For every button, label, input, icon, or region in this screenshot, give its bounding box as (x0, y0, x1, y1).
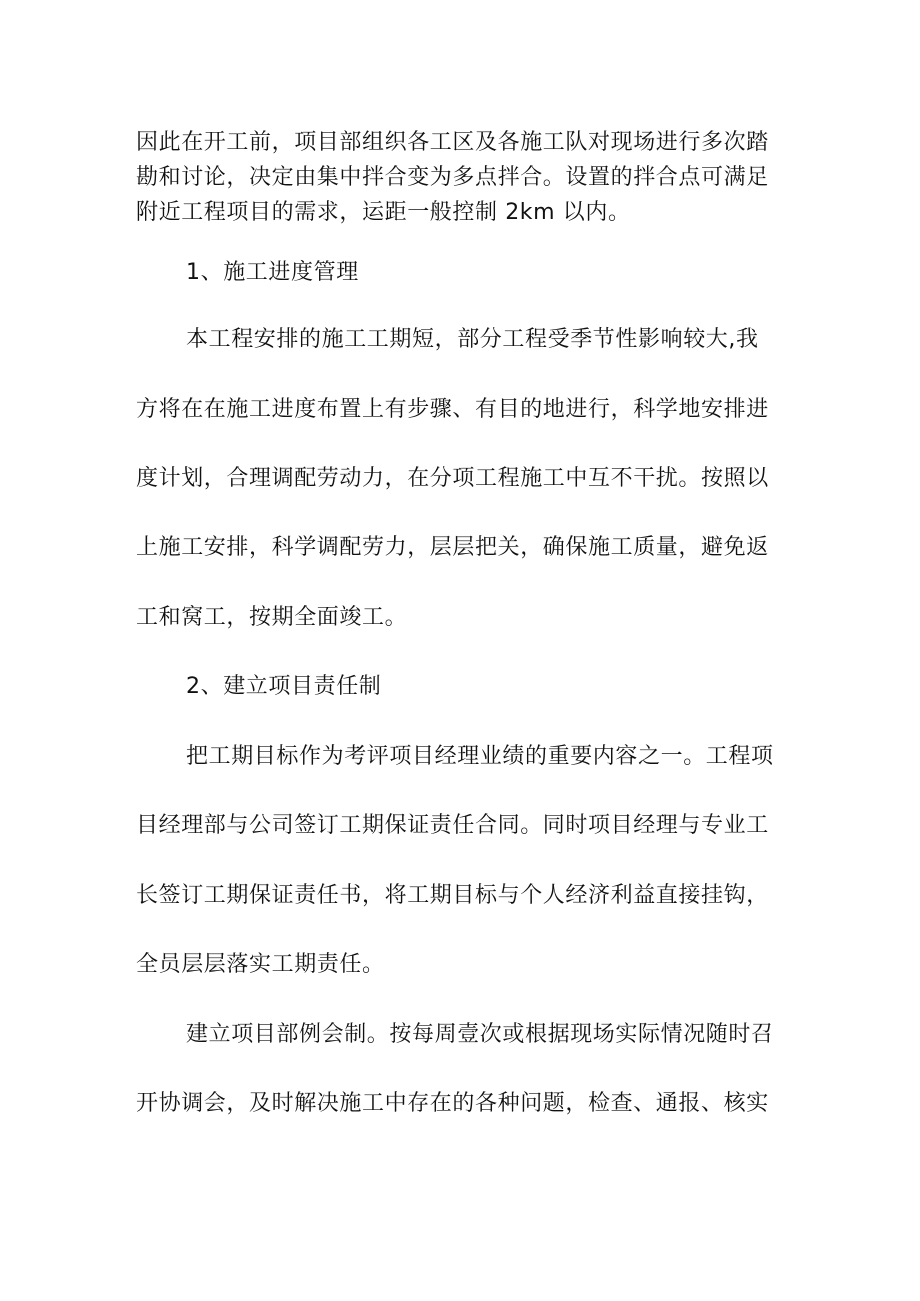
paragraph-1-line-1: 因此在开工前，项目部组织各工区及各施工队对现场进行多次踏 (136, 130, 769, 155)
paragraph-4-line-1: 建立项目部例会制。按每周壹次或根据现场实际情况随时召 (186, 1022, 774, 1047)
section-heading-1: 1、施工进度管理 (186, 260, 359, 285)
paragraph-2-line-1: 本工程安排的施工工期短，部分工程受季节性影响较大,我 (186, 327, 759, 352)
paragraph-1-line-3: 附近工程项目的需求，运距一般控制 2km 以内。 (136, 200, 631, 225)
paragraph-3-line-1: 把工期目标作为考评项目经理业绩的重要内容之一。工程项 (186, 744, 774, 769)
paragraph-2-line-3: 度计划，合理调配劳动力，在分项工程施工中互不干扰。按照以 (136, 466, 769, 491)
paragraph-4-line-2: 开协调会，及时解决施工中存在的各种问题，检查、通报、核实 (136, 1091, 769, 1116)
paragraph-2-line-2: 方将在在施工进度布置上有步骤、有目的地进行，科学地安排进 (136, 397, 769, 422)
paragraph-3-line-2: 目经理部与公司签订工期保证责任合同。同时项目经理与专业工 (136, 813, 769, 838)
paragraph-3-line-3: 长签订工期保证责任书，将工期目标与个人经济利益直接挂钩， (136, 883, 769, 908)
paragraph-1-line-2: 勘和讨论，决定由集中拌合变为多点拌合。设置的拌合点可满足 (136, 165, 769, 190)
paragraph-2-line-4: 上施工安排，科学调配劳力，层层把关，确保施工质量，避免返 (136, 535, 769, 560)
paragraph-3-line-4: 全员层层落实工期责任。 (136, 952, 385, 977)
section-heading-2: 2、建立项目责任制 (186, 674, 382, 699)
paragraph-2-line-5: 工和窝工，按期全面竣工。 (136, 605, 408, 630)
